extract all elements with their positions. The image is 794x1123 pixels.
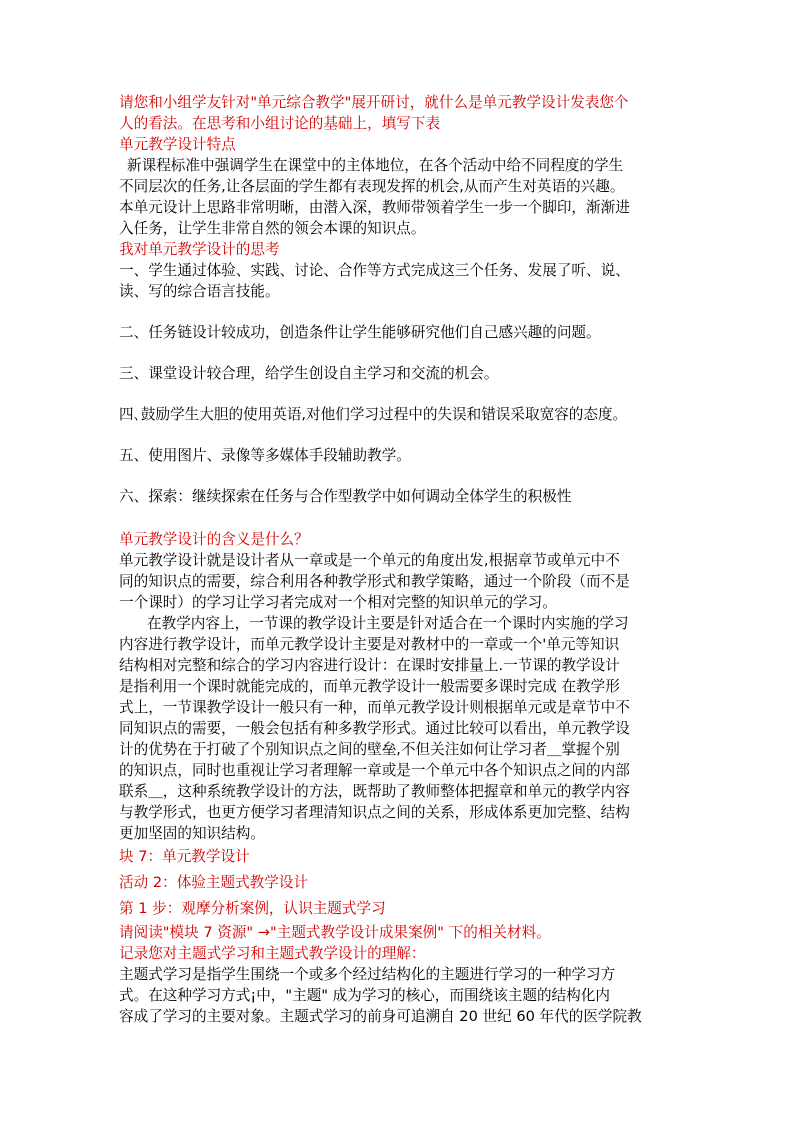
step-heading: 第 1 步：观摩分析案例，认识主题式学习 bbox=[119, 900, 386, 917]
paragraph-line: 联系＿，这种系统教学设计的方法，既帮助了教师整体把握章和单元的教学内容 bbox=[119, 783, 630, 800]
paragraph-line: 是指利用一个课时就能完成的，而单元教学设计一般需要多课时完成 在教学形 bbox=[119, 678, 620, 695]
paragraph-line: 式上，一节课教学设计一般只有一种，而单元教学设计则根据单元或是章节中不 bbox=[119, 699, 630, 716]
activity-heading: 活动 2：体验主题式教学设计 bbox=[119, 874, 309, 891]
reflection-item: 六、探索：继续探索在任务与合作型教学中如何调动全体学生的积极性 bbox=[119, 488, 572, 505]
paragraph-line: 在教学内容上，一节课的教学设计主要是针对适合在一个课时内实施的学习 bbox=[147, 615, 629, 632]
reflection-item: 读、写的综合语言技能。 bbox=[119, 283, 280, 300]
paragraph-line: 的知识点，同时也重视让学习者理解一章或是一个单元中各个知识点之间的内部 bbox=[119, 762, 630, 779]
document-page bbox=[119, 92, 679, 1027]
paragraph-line: 新课程标准中强调学生在课堂中的主体地位，在各个活动中给不同程度的学生 bbox=[127, 157, 624, 174]
paragraph-line: 主题式学习是指学生围绕一个或多个经过结构化的主题进行学习的一种学习方 bbox=[119, 966, 616, 983]
paragraph-line: 同的知识点的需要，综合利用各种教学形式和教学策略，通过一个阶段（而不是 bbox=[119, 573, 630, 590]
section-heading-reflection: 我对单元教学设计的思考 bbox=[119, 241, 280, 258]
paragraph-line: 入任务，让学生非常自然的领会本课的知识点。 bbox=[119, 220, 426, 237]
theme-learning-paragraph bbox=[119, 964, 679, 1027]
paragraph-line: 容成了学习的主要对象。主题式学习的前身可追溯自 20 世纪 60 年代的医学院教 bbox=[119, 1008, 642, 1025]
features-paragraph bbox=[119, 155, 679, 239]
paragraph-line: 单元教学设计就是设计者从一章或是一个单元的角度出发,根据章节或单元中不 bbox=[119, 552, 620, 569]
paragraph-line: 计的优势在于打破了个别知识点之间的壁垒,不但关注如何让学习者＿掌握个别 bbox=[119, 741, 620, 758]
section-heading-features: 单元教学设计特点 bbox=[119, 136, 236, 153]
meaning-paragraph-2 bbox=[119, 613, 679, 844]
reading-instruction: 请阅读"模块 7 资源" →"主题式教学设计成果案例" 下的相关材料。 bbox=[119, 924, 551, 941]
paragraph-line: 更加坚固的知识结构。 bbox=[119, 825, 265, 842]
intro-text bbox=[119, 92, 679, 134]
record-instruction: 记录您对主题式学习和主题式教学设计的理解： bbox=[119, 945, 426, 962]
paragraph-line: 同知识点的需要，一般会包括有种多教学形式。通过比较可以看出，单元教学设 bbox=[119, 720, 630, 737]
paragraph-line: 一个课时）的学习让学习者完成对一个相对完整的知识单元的学习。 bbox=[119, 594, 557, 611]
reflection-item: 一、学生通过体验、实践、讨论、合作等方式完成这三个任务、发展了听、说、 bbox=[119, 262, 630, 279]
paragraph-line: 不同层次的任务,让各层面的学生都有表现发挥的机会,从而产生对英语的兴趣。 bbox=[119, 178, 625, 195]
paragraph-line: 式。在这种学习方式¡中，"主题" 成为学习的核心，而围绕该主题的结构化内 bbox=[119, 987, 610, 1004]
section-heading-meaning: 单元教学设计的含义是什么？ bbox=[119, 531, 309, 548]
reflection-item: 四､鼓励学生大胆的使用英语,对他们学习过程中的失误和错误采取宽容的态度。 bbox=[119, 406, 628, 423]
paragraph-line: 本单元设计上思路非常明晰，由潜入深，教师带领着学生一步一个脚印，渐渐进 bbox=[119, 199, 630, 216]
intro-line: 请您和小组学友针对"单元综合教学"展开研讨，就什么是单元教学设计发表您个 bbox=[119, 94, 629, 111]
reflection-item: 三、课堂设计较合理，给学生创设自主学习和交流的机会。 bbox=[119, 365, 499, 382]
meaning-paragraph-1 bbox=[119, 550, 679, 613]
intro-line: 人的看法。在思考和小组讨论的基础上，填写下表 bbox=[119, 115, 441, 132]
paragraph-line: 结构相对完整和综合的学习内容进行设计：在课时安排量上.一节课的教学设计 bbox=[119, 657, 620, 674]
paragraph-line: 与教学形式，也更方便学习者理清知识点之间的关系，形成体系更加完整、结构 bbox=[119, 804, 630, 821]
reflection-item: 五、使用图片、录像等多媒体手段辅助教学。 bbox=[119, 447, 411, 464]
paragraph-line: 内容进行教学设计，而单元教学设计主要是对教材中的一章或一个'单元等知识 bbox=[119, 636, 620, 653]
reflection-item: 二、任务链设计较成功，创造条件让学生能够研究他们自己感兴趣的问题。 bbox=[119, 324, 601, 341]
module-heading: 块 7：单元教学设计 bbox=[119, 848, 250, 865]
